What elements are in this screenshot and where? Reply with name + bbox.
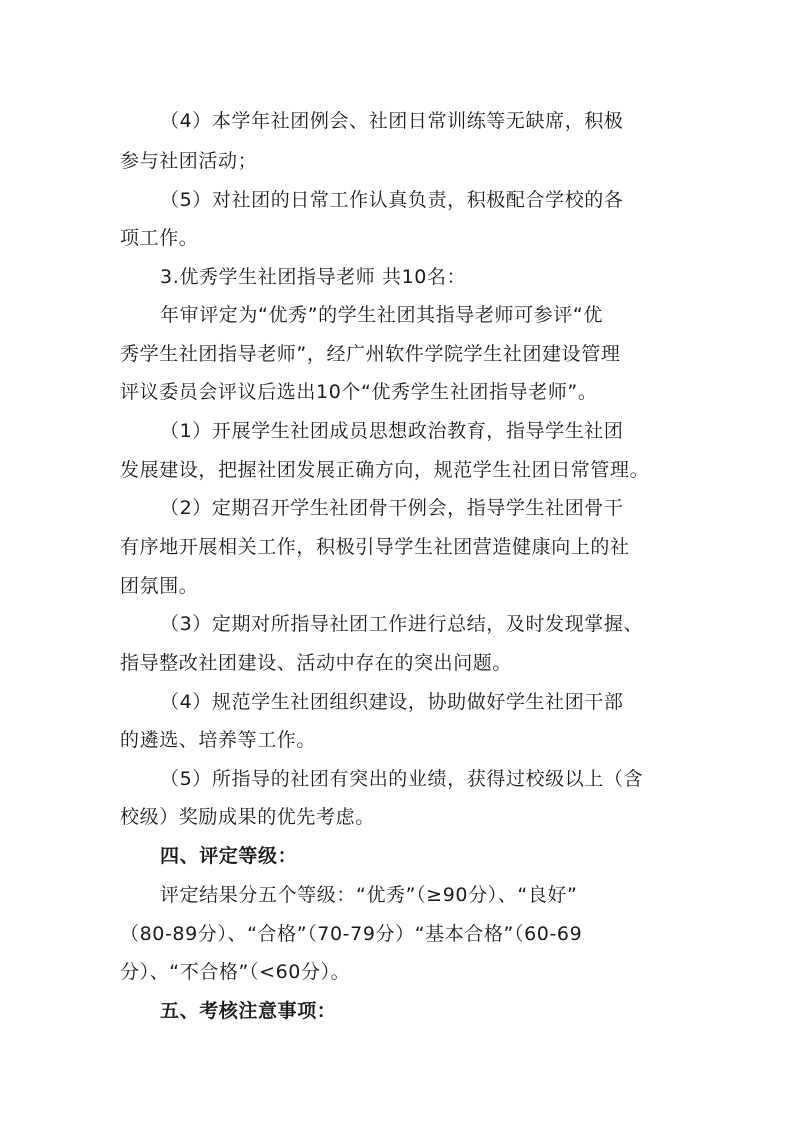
section-heading-grading: 四、评定等级： xyxy=(160,845,298,867)
paragraph-line: 发展建设，把握社团发展正确方向，规范学生社团日常管理。 xyxy=(120,459,650,481)
paragraph-line: （2）定期召开学生社团骨干例会，指导学生社团骨干 xyxy=(160,497,624,519)
paragraph-line: 分）、“不合格”（<60分）。 xyxy=(120,961,351,983)
section-heading: 3.优秀学生社团指导老师 共10名： xyxy=(160,266,467,288)
paragraph-line: 的遴选、培养等工作。 xyxy=(120,729,317,751)
paragraph-line: （3）定期对所指导社团工作进行总结，及时发现掌握、 xyxy=(160,613,644,635)
paragraph-line: （80-89分）、“合格”（70-79分）“基本合格”（60-69 xyxy=(120,923,583,945)
paragraph-line: 团氛围。 xyxy=(120,575,199,597)
section-heading-notes: 五、考核注意事项： xyxy=(160,1000,337,1022)
paragraph-line: 评定结果分五个等级：“优秀”（≥90分）、“良好” xyxy=(160,884,578,906)
paragraph-line: 评议委员会评议后选出10个“优秀学生社团指导老师”。 xyxy=(120,381,598,403)
paragraph-line: （1）开展学生社团成员思想政治教育，指导学生社团 xyxy=(160,420,624,442)
paragraph-line: （5）所指导的社团有突出的业绩，获得过校级以上（含 xyxy=(160,768,644,790)
paragraph-line: 校级）奖励成果的优先考虑。 xyxy=(120,806,375,828)
paragraph-line: （4）规范学生社团组织建设，协助做好学生社团干部 xyxy=(160,691,624,713)
paragraph-line: 指导整改社团建设、活动中存在的突出问题。 xyxy=(120,652,513,674)
paragraph-line: 年审评定为“优秀”的学生社团其指导老师可参评“优 xyxy=(160,304,603,326)
paragraph-line: 项工作。 xyxy=(120,227,199,249)
paragraph-line: 秀学生社团指导老师”，经广州软件学院学生社团建设管理 xyxy=(120,343,621,365)
paragraph-line: （5）对社团的日常工作认真负责，积极配合学校的各 xyxy=(160,189,624,211)
paragraph-line: 参与社团活动； xyxy=(120,150,258,172)
paragraph-line: （4）本学年社团例会、社团日常训练等无缺席，积极 xyxy=(160,110,624,132)
paragraph-line: 有序地开展相关工作，积极引导学生社团营造健康向上的社 xyxy=(120,536,630,558)
